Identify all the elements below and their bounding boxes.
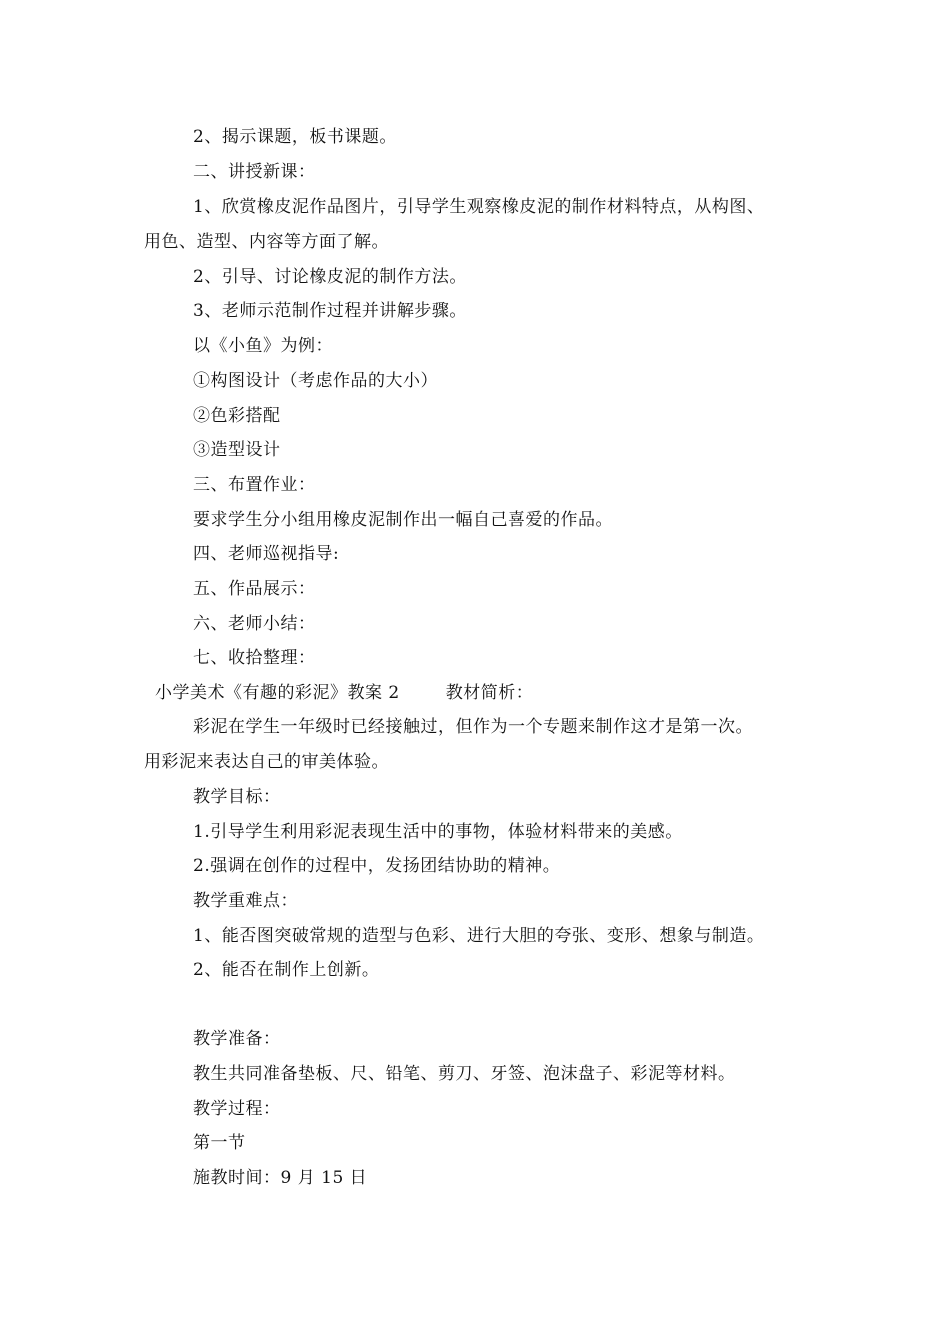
text-line: 2、引导、讨论橡皮泥的制作方法。 xyxy=(193,267,467,287)
text-line: 1、欣赏橡皮泥作品图片，引导学生观察橡皮泥的制作材料特点，从构图、 xyxy=(193,197,765,217)
text-line: 2、揭示课题，板书课题。 xyxy=(193,127,397,147)
text-line: 1.引导学生利用彩泥表现生活中的事物，体验材料带来的美感。 xyxy=(193,822,683,842)
section-heading: 三、布置作业： xyxy=(193,475,316,495)
section-heading: 七、收拾整理： xyxy=(193,648,316,668)
section-heading: 教学过程： xyxy=(193,1099,281,1119)
lesson-title-text: 小学美术《有趣的彩泥》教案 2 xyxy=(155,683,400,703)
section-heading: 教学目标： xyxy=(193,787,281,807)
text-line: 教生共同准备垫板、尺、铅笔、剪刀、牙签、泡沫盘子、彩泥等材料。 xyxy=(193,1064,736,1084)
text-line: 用色、造型、内容等方面了解。 xyxy=(144,232,389,252)
text-line: 2.强调在创作的过程中，发扬团结协助的精神。 xyxy=(193,856,561,876)
text-line: ①构图设计（考虑作品的大小） xyxy=(193,371,438,391)
text-line: 要求学生分小组用橡皮泥制作出一幅自己喜爱的作品。 xyxy=(193,510,613,530)
text-line: 以《小鱼》为例： xyxy=(193,336,333,356)
text-line: 第一节 xyxy=(193,1133,246,1153)
section-heading: 四、老师巡视指导: xyxy=(193,544,340,564)
section-heading: 教学重难点： xyxy=(193,891,298,911)
text-line: 2、能否在制作上创新。 xyxy=(193,960,380,980)
text-line: 用彩泥来表达自己的审美体验。 xyxy=(144,752,389,772)
text-line: ③造型设计 xyxy=(193,440,281,460)
text-line: 3、老师示范制作过程并讲解步骤。 xyxy=(193,301,467,321)
text-line: 1、能否图突破常规的造型与色彩、进行大胆的夸张、变形、想象与制造。 xyxy=(193,926,765,946)
section-heading: 六、老师小结： xyxy=(193,614,316,634)
lesson-title xyxy=(155,682,533,704)
section-heading: 教学准备： xyxy=(193,1029,281,1049)
text-line: ②色彩搭配 xyxy=(193,406,281,426)
section-heading: 二、讲授新课： xyxy=(193,162,316,182)
section-heading: 五、作品展示： xyxy=(193,579,316,599)
text-line: 彩泥在学生一年级时已经接触过，但作为一个专题来制作这才是第一次。 xyxy=(193,717,753,737)
text-line: 施教时间：9 月 15 日 xyxy=(193,1168,368,1188)
lesson-title-suffix: 教材简析： xyxy=(445,683,534,703)
